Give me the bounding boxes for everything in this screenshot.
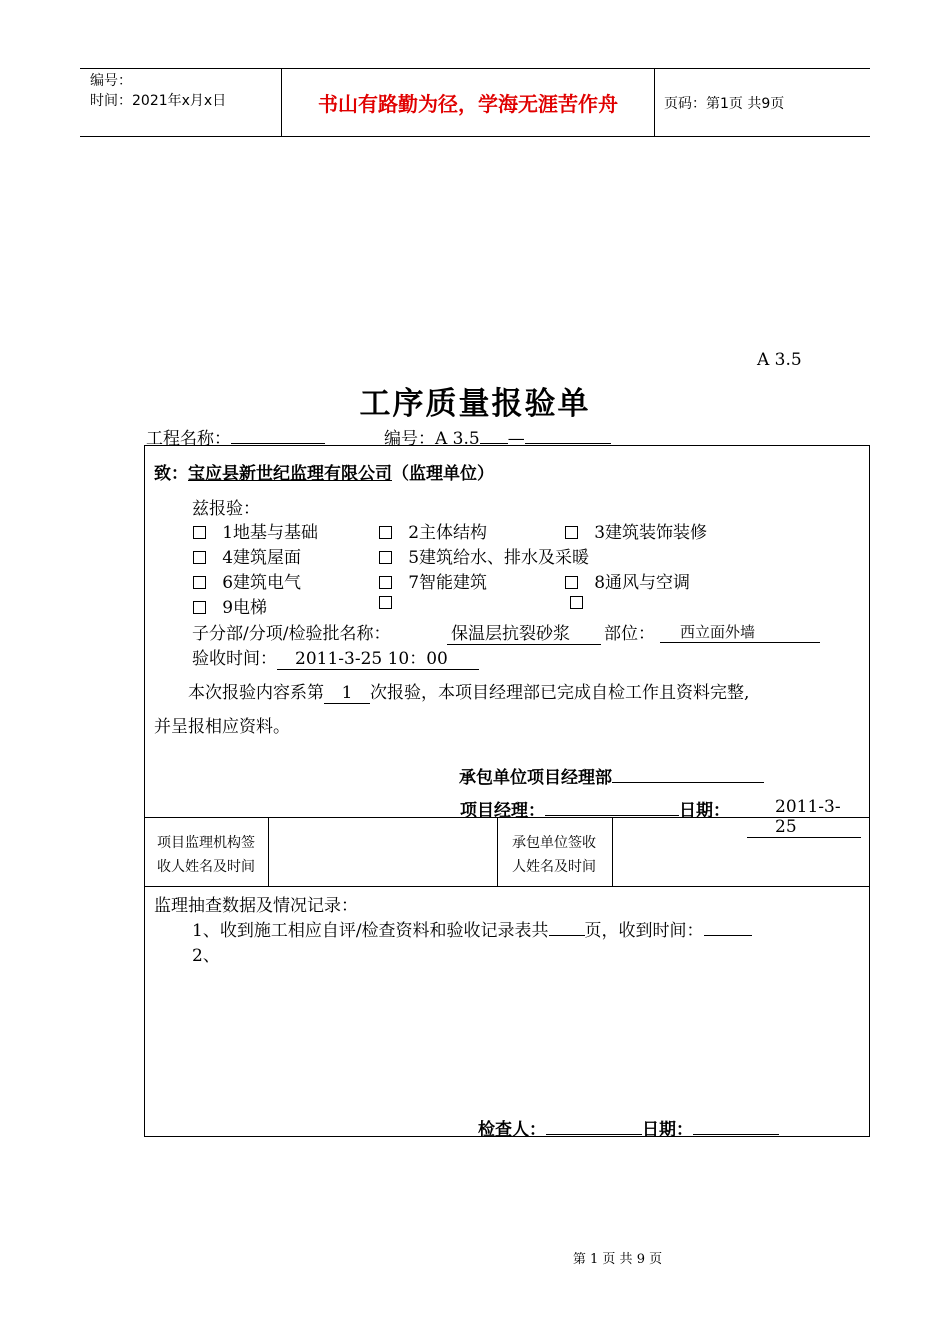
contractor-dept-label: 承包单位项目经理部 bbox=[459, 768, 612, 788]
location-label: 部位： bbox=[604, 624, 655, 644]
checkbox-label-6: 6建筑电气 bbox=[222, 573, 302, 593]
checkbox-label-5: 5建筑给水、排水及采暖 bbox=[408, 548, 590, 568]
checkbox-label-7: 7智能建筑 bbox=[408, 573, 488, 593]
checkbox-icon[interactable] bbox=[565, 526, 578, 539]
project-name-field[interactable] bbox=[231, 427, 325, 444]
addressee-prefix: 致： bbox=[154, 464, 188, 484]
hereby-label: 兹报验： bbox=[192, 499, 260, 519]
record-title: 监理抽查数据及情况记录： bbox=[154, 896, 358, 916]
checkbox-item-3[interactable] bbox=[565, 518, 707, 543]
record-pages-field[interactable] bbox=[549, 919, 585, 936]
checkbox-label-2: 2主体结构 bbox=[408, 523, 488, 543]
addressee-company: 宝应县新世纪监理有限公司 bbox=[188, 464, 392, 484]
inspector-date-label: 日期： bbox=[642, 1120, 693, 1140]
checkbox-icon[interactable] bbox=[570, 596, 583, 609]
location-row bbox=[604, 619, 655, 644]
contractor-sign-label bbox=[512, 831, 596, 879]
table-col-2 bbox=[497, 817, 498, 886]
checkbox-item-9[interactable] bbox=[193, 593, 267, 618]
form-number-dash: — bbox=[507, 429, 525, 449]
inspector-field[interactable] bbox=[546, 1118, 642, 1135]
checkbox-icon[interactable] bbox=[379, 576, 392, 589]
header-divider-2 bbox=[654, 68, 655, 136]
inspector-row bbox=[478, 1115, 779, 1140]
location-value[interactable]: 西立面外墙 bbox=[660, 621, 820, 643]
supervisor-sign-label-1: 项目监理机构签 bbox=[157, 835, 255, 851]
checkbox-label-9: 9电梯 bbox=[222, 598, 268, 618]
pm-date-value[interactable]: 2011-3-25 bbox=[747, 797, 861, 838]
accept-time-row bbox=[192, 644, 479, 670]
form-number-field-2[interactable] bbox=[525, 427, 611, 444]
accept-time-label: 验收时间： bbox=[192, 649, 277, 669]
subitem-value[interactable]: 保温层抗裂砂浆 bbox=[447, 619, 601, 645]
header-motto: 书山有路勤为径，学海无涯苦作舟 bbox=[318, 92, 618, 116]
statement-prefix: 本次报验内容系第 bbox=[188, 683, 324, 703]
checkbox-label-4: 4建筑屋面 bbox=[222, 548, 302, 568]
header-meta bbox=[90, 71, 226, 111]
table-rule-2 bbox=[144, 886, 870, 887]
checkbox-item-4[interactable] bbox=[193, 543, 301, 568]
checkbox-icon[interactable] bbox=[193, 576, 206, 589]
checkbox-label-8: 8通风与空调 bbox=[594, 573, 691, 593]
subitem-row bbox=[192, 619, 390, 644]
checkbox-label-1: 1地基与基础 bbox=[222, 523, 319, 543]
statement-line-2: 并呈报相应资料。 bbox=[154, 717, 290, 737]
inspector-date-field[interactable] bbox=[693, 1118, 779, 1135]
form-number-label: 编号：A 3.5 bbox=[384, 429, 480, 449]
statement-suffix: 次报验，本项目经理部已完成自检工作且资料完整, bbox=[370, 683, 750, 703]
checkbox-item-5[interactable] bbox=[379, 543, 589, 568]
checkbox-item-7[interactable] bbox=[379, 568, 487, 593]
subitem-label: 子分部/分项/检验批名称： bbox=[192, 624, 391, 644]
checkbox-item-6[interactable] bbox=[193, 568, 301, 593]
contractor-sign-label-1: 承包单位签收 bbox=[512, 835, 596, 851]
checkbox-icon[interactable] bbox=[193, 526, 206, 539]
checkbox-icon[interactable] bbox=[379, 526, 392, 539]
record-1-prefix: 1、收到施工相应自评/检查资料和验收记录表共 bbox=[192, 921, 549, 941]
contractor-dept-row bbox=[459, 763, 764, 788]
header-time-label: 时间：2021年x月x日 bbox=[90, 93, 227, 109]
pm-field[interactable] bbox=[545, 799, 679, 816]
record-line-1 bbox=[192, 916, 752, 941]
addressee-line bbox=[154, 459, 494, 484]
form-number-field-1[interactable] bbox=[480, 427, 508, 444]
location-value-wrap bbox=[660, 621, 820, 643]
accept-time-value[interactable]: 2011-3-25 10：00 bbox=[277, 644, 479, 670]
contractor-sign-label-2: 人姓名及时间 bbox=[512, 859, 596, 875]
statement-times[interactable]: 1 bbox=[324, 683, 370, 704]
checkbox-icon[interactable] bbox=[193, 601, 206, 614]
form-code: A 3.5 bbox=[757, 350, 802, 370]
supervisor-sign-label bbox=[157, 831, 255, 879]
project-name-label: 工程名称： bbox=[146, 429, 231, 449]
pm-date-label: 日期： bbox=[679, 801, 730, 821]
record-time-field[interactable] bbox=[704, 919, 752, 936]
checkbox-icon[interactable] bbox=[379, 551, 392, 564]
table-col-1 bbox=[268, 817, 269, 886]
header-page-info: 页码：第1页 共9页 bbox=[664, 96, 785, 112]
inspector-label: 检查人： bbox=[478, 1120, 546, 1140]
header-bottom-rule bbox=[80, 136, 870, 137]
header-top-rule bbox=[80, 68, 870, 69]
checkbox-icon[interactable] bbox=[379, 596, 392, 609]
checkbox-item-8[interactable] bbox=[565, 568, 690, 593]
checkbox-item-1[interactable] bbox=[193, 518, 318, 543]
contractor-sign-field[interactable] bbox=[614, 819, 868, 885]
record-line-2: 2、 bbox=[192, 946, 220, 966]
supervisor-sign-field[interactable] bbox=[270, 819, 496, 885]
checkbox-item-2[interactable] bbox=[379, 518, 487, 543]
header-number-label: 编号： bbox=[90, 73, 132, 89]
supervisor-sign-label-2: 收人姓名及时间 bbox=[157, 859, 255, 875]
statement-line-1 bbox=[188, 678, 749, 704]
checkbox-icon[interactable] bbox=[193, 551, 206, 564]
form-title: 工序质量报验单 bbox=[359, 386, 591, 422]
checkbox-icon[interactable] bbox=[565, 576, 578, 589]
footer-page-number: 第 1 页 共 9 页 bbox=[572, 1252, 663, 1267]
table-rule-1 bbox=[144, 817, 870, 818]
pm-label: 项目经理： bbox=[460, 801, 545, 821]
subitem-value-wrap bbox=[447, 619, 601, 645]
checkbox-label-3: 3建筑装饰装修 bbox=[594, 523, 708, 543]
checkbox-item-blank-2[interactable] bbox=[570, 593, 583, 613]
contractor-dept-field[interactable] bbox=[612, 766, 764, 783]
checkbox-item-blank-1[interactable] bbox=[379, 593, 392, 613]
addressee-suffix: （监理单位） bbox=[392, 464, 494, 484]
table-col-3 bbox=[612, 817, 613, 886]
record-1-mid: 页，收到时间： bbox=[584, 921, 704, 941]
